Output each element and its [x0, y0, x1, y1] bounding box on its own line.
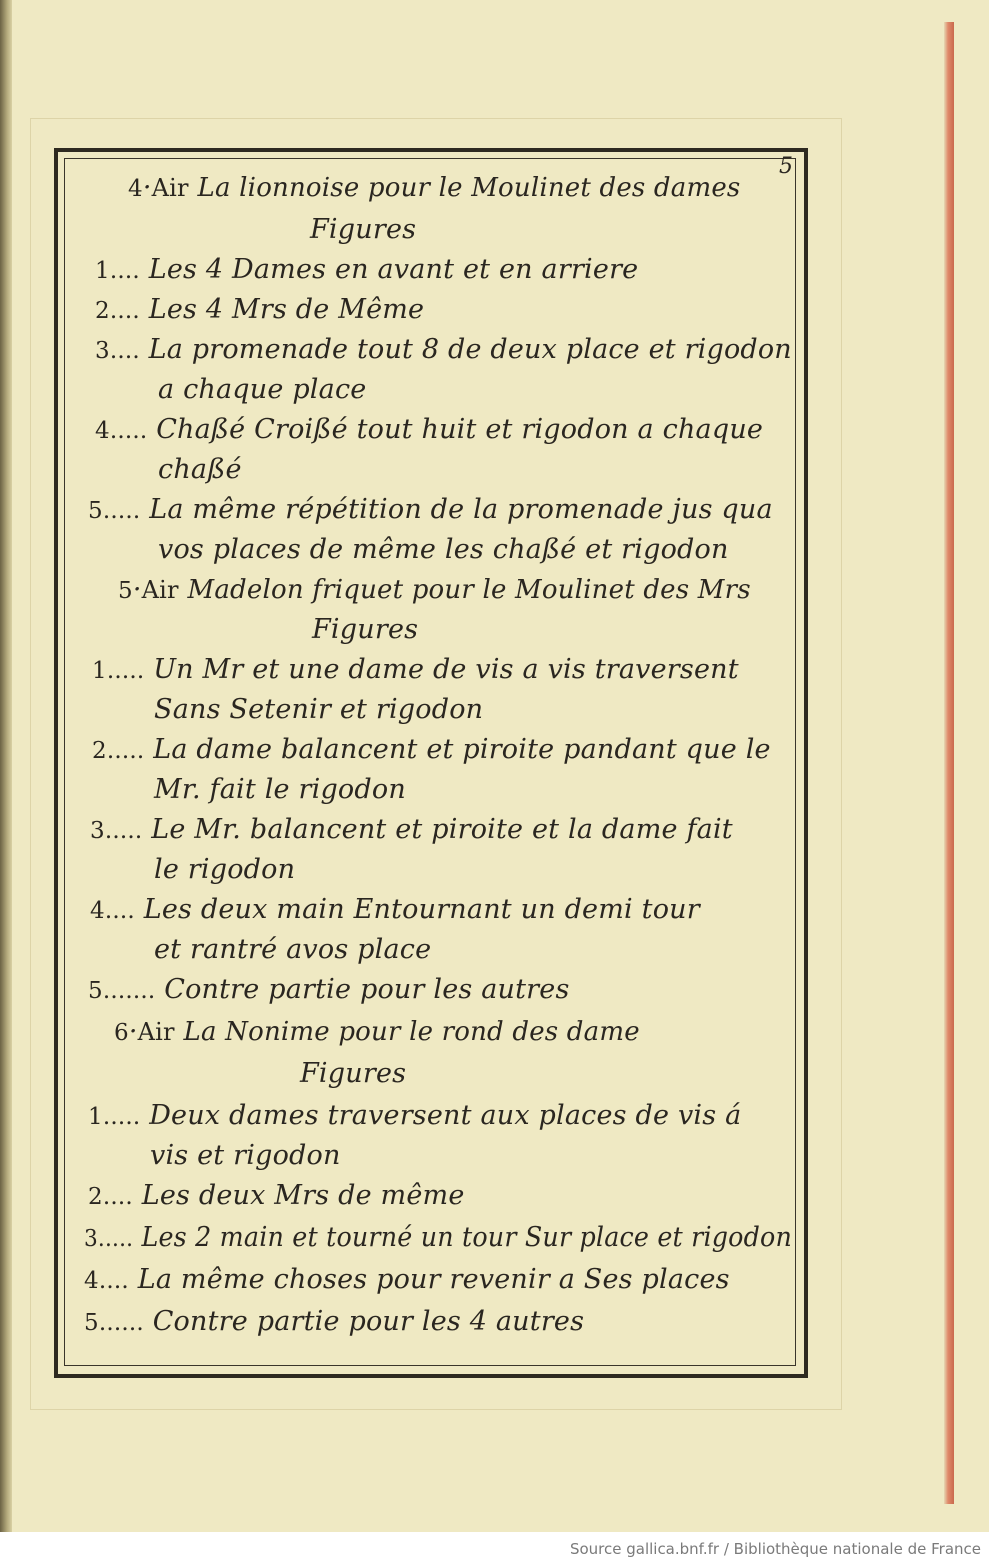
figure-line: 1..... Deux dames traversent aux places de vis á — [88, 1100, 742, 1131]
figure-line: 2.... Les 4 Mrs de Même — [95, 294, 425, 325]
figure-line: 3.... La promenade tout 8 de deux place et rigodon — [95, 334, 792, 365]
air-number: 4 — [128, 176, 143, 202]
air-heading: 4·Air La lionnoise pour le Moulinet des dames — [128, 172, 741, 203]
air-title: La lionnoise pour le Moulinet des dames — [197, 173, 741, 203]
figure-line: 5....... Contre partie pour les autres — [88, 974, 570, 1005]
air-word: Air — [141, 576, 179, 604]
figure-line: 3..... Les 2 main et tourné un tour Sur place et rigodon — [84, 1222, 793, 1253]
figure-line: 3..... Le Mr. balancent et piroite et la dame fait — [90, 814, 733, 845]
figure-line: 2.... Les deux Mrs de même — [88, 1180, 465, 1211]
air-number: 6 — [114, 1020, 129, 1046]
air-number: 5 — [118, 578, 133, 604]
figure-continuation: Sans Setenir et rigodon — [154, 694, 484, 725]
figures-heading: Figures — [300, 1058, 407, 1089]
figure-line: 1..... Un Mr et une dame de vis a vis traversent — [92, 654, 739, 685]
figure-continuation: vis et rigodon — [150, 1140, 341, 1171]
figure-line: 4..... Chaßé Croißé tout huit et rigodon a chaque — [95, 414, 764, 445]
air-word: Air — [137, 1018, 175, 1046]
figures-heading: Figures — [312, 614, 419, 645]
figures-heading: Figures — [310, 214, 417, 245]
figure-continuation: Mr. fait le rigodon — [154, 774, 406, 805]
figure-line: 1.... Les 4 Dames en avant et en arriere — [95, 254, 639, 285]
air-heading: 6·Air La Nonime pour le rond des dame — [114, 1016, 640, 1047]
figure-continuation: vos places de même les chaßé et rigodon — [158, 534, 729, 565]
air-title: La Nonime pour le rond des dame — [183, 1017, 640, 1047]
air-heading: 5·Air Madelon friquet pour le Moulinet des Mrs — [118, 574, 751, 605]
air-word: Air — [151, 174, 189, 202]
page-number: 5 — [779, 154, 793, 179]
figure-line: 2..... La dame balancent et piroite pandant que le — [92, 734, 771, 765]
source-credit: Source gallica.bnf.fr / Bibliothèque nationale de France — [569, 1540, 981, 1558]
air-title: Madelon friquet pour le Moulinet des Mrs — [187, 575, 751, 605]
figure-continuation: a chaque place — [158, 374, 367, 405]
figure-line: 4.... La même choses pour revenir a Ses places — [84, 1264, 730, 1295]
figure-continuation: le rigodon — [154, 854, 296, 885]
figure-continuation: chaßé — [158, 454, 242, 485]
figure-line: 5...... Contre partie pour les 4 autres — [84, 1306, 585, 1337]
source-footer — [0, 1532, 989, 1566]
figure-continuation: et rantré avos place — [154, 934, 432, 965]
figure-line: 4.... Les deux main Entournant un demi tour — [90, 894, 700, 925]
figure-line: 5..... La même répétition de la promenade jus qua — [88, 494, 773, 525]
